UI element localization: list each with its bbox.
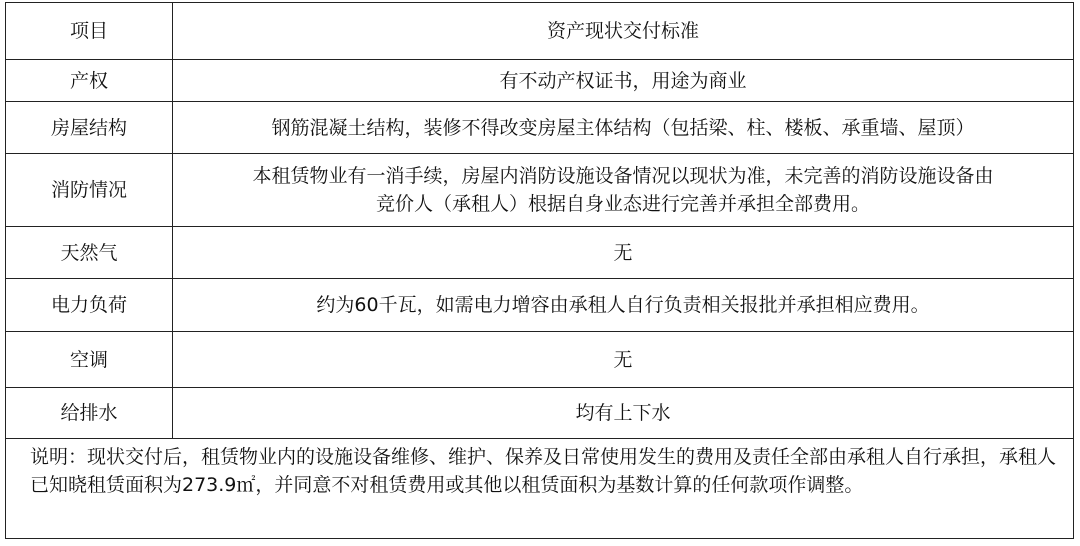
row-label: 电力负荷 [6, 279, 173, 332]
table-row-structure [6, 102, 1074, 154]
row-value-line: 竞价人（承租人）根据自身业态进行完善并承担全部费用。 [375, 193, 870, 215]
row-value: 有不动产权证书，用途为商业 [173, 60, 1074, 102]
delivery-standard-table [5, 2, 1074, 539]
note-cell [6, 439, 1074, 539]
row-value: 钢筋混凝土结构，装修不得改变房屋主体结构（包括梁、柱、楼板、承重墙、屋顶） [173, 102, 1074, 154]
note-line: 租人自行承担，承租人已知晓租赁面积为273.9㎡，并同意不对租赁费用或其他以租赁面积为基数计算的任 [30, 446, 1057, 496]
table-row-air-conditioning [6, 332, 1074, 388]
table-header-row [6, 3, 1074, 60]
row-label: 消防情况 [6, 154, 173, 227]
header-item-cell: 项目 [6, 3, 173, 60]
table-row-power-load [6, 279, 1074, 332]
row-label: 空调 [6, 332, 173, 388]
row-label: 天然气 [6, 227, 173, 279]
note-line: 何款项作调整。 [730, 474, 864, 496]
row-label: 房屋结构 [6, 102, 173, 154]
table-row-water-supply [6, 388, 1074, 439]
row-value: 约为60千瓦，如需电力增容由承租人自行负责相关报批并承担相应费用。 [173, 279, 1074, 332]
row-value: 均有上下水 [173, 388, 1074, 439]
note-text [30, 439, 1063, 499]
table-row-natural-gas [6, 227, 1074, 279]
note-line: 说明：现状交付后，租赁物业内的设施设备维修、维护、保养及日常使用发生的费用及责任全部由承 [30, 446, 867, 468]
row-value-line: 本租赁物业有一消手续，房屋内消防设施设备情况以现状为准，未完善的消防设施设备由 [252, 165, 994, 187]
table-row-fire-safety [6, 154, 1074, 227]
row-label: 产权 [6, 60, 173, 102]
row-value: 无 [173, 227, 1074, 279]
header-standard-cell: 资产现状交付标准 [173, 3, 1074, 60]
row-value [173, 154, 1074, 227]
row-value: 无 [173, 332, 1074, 388]
table-row-property-right [6, 60, 1074, 102]
table-note-row [6, 439, 1074, 539]
row-label: 给排水 [6, 388, 173, 439]
